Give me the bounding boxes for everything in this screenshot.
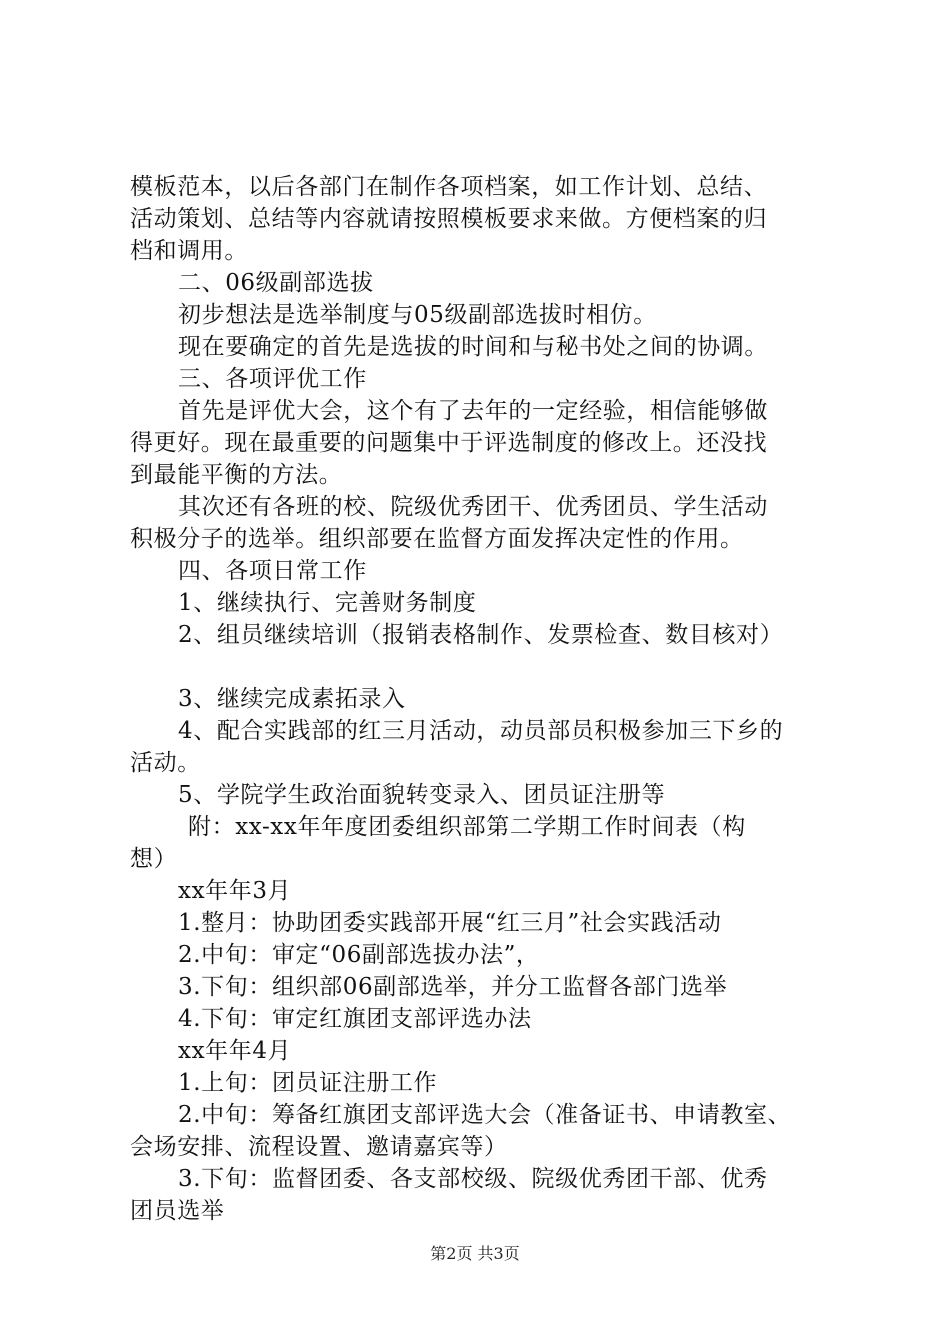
text-line: 3.下旬：监督团委、各支部校级、院级优秀团干部、优秀 [178, 1166, 768, 1192]
text-line: 4.下旬：审定红旗团支部评选办法 [178, 1006, 532, 1032]
text-line: 活动策划、总结等内容就请按照模板要求来做。方便档案的归 [130, 206, 768, 232]
text-line: 初步想法是选举制度与05级副部选拔时相仿。 [178, 302, 657, 328]
text-line: 想） [130, 846, 178, 872]
text-line: 1、继续执行、完善财务制度 [178, 590, 477, 616]
text-line: 2.中旬：审定“06副部选拔办法”， [178, 942, 540, 968]
text-line: xx年年3月 [178, 878, 292, 904]
text-line: 2、组员继续培训（报销表格制作、发票检查、数目核对） [178, 622, 784, 648]
text-line: 积极分子的选举。组织部要在监督方面发挥决定性的作用。 [130, 526, 744, 552]
text-line: 3、继续完成素拓录入 [178, 686, 406, 712]
text-line: 5、学院学生政治面貌转变录入、团员证注册等 [178, 782, 666, 808]
text-line: 1.上旬：团员证注册工作 [178, 1070, 438, 1096]
text-line: 现在要确定的首先是选拔的时间和与秘书处之间的协调。 [178, 334, 768, 360]
text-line: 档和调用。 [130, 238, 248, 264]
text-line: 四、各项日常工作 [178, 558, 367, 584]
text-line: 二、06级副部选拔 [178, 270, 374, 296]
text-line: 首先是评优大会，这个有了去年的一定经验，相信能够做 [178, 398, 768, 424]
text-line: 活动。 [130, 750, 201, 776]
text-line: 2.中旬：筹备红旗团支部评选大会（准备证书、申请教室、 [178, 1102, 792, 1128]
document-body [130, 171, 842, 1227]
text-line: 1.整月：协助团委实践部开展“红三月”社会实践活动 [178, 910, 722, 936]
text-line [130, 651, 842, 683]
text-line: 模板范本，以后各部门在制作各项档案，如工作计划、总结、 [130, 174, 768, 200]
text-line: 其次还有各班的校、院级优秀团干、优秀团员、学生活动 [178, 494, 768, 520]
text-line: 附：xx-xx年年度团委组织部第二学期工作时间表（构 [188, 814, 746, 840]
text-line: 3.下旬：组织部06副部选举，并分工监督各部门选举 [178, 974, 728, 1000]
text-line: 得更好。现在最重要的问题集中于评选制度的修改上。还没找 [130, 430, 768, 456]
text-line: 到最能平衡的方法。 [130, 462, 343, 488]
text-line: 三、各项评优工作 [178, 366, 367, 392]
text-line: 团员选举 [130, 1198, 225, 1224]
page-footer: 第2页 共3页 [430, 1244, 520, 1263]
text-line: 4、配合实践部的红三月活动，动员部员积极参加三下乡的 [178, 718, 784, 744]
text-line: xx年年4月 [178, 1038, 292, 1064]
text-line: 会场安排、流程设置、邀请嘉宾等） [130, 1134, 508, 1160]
